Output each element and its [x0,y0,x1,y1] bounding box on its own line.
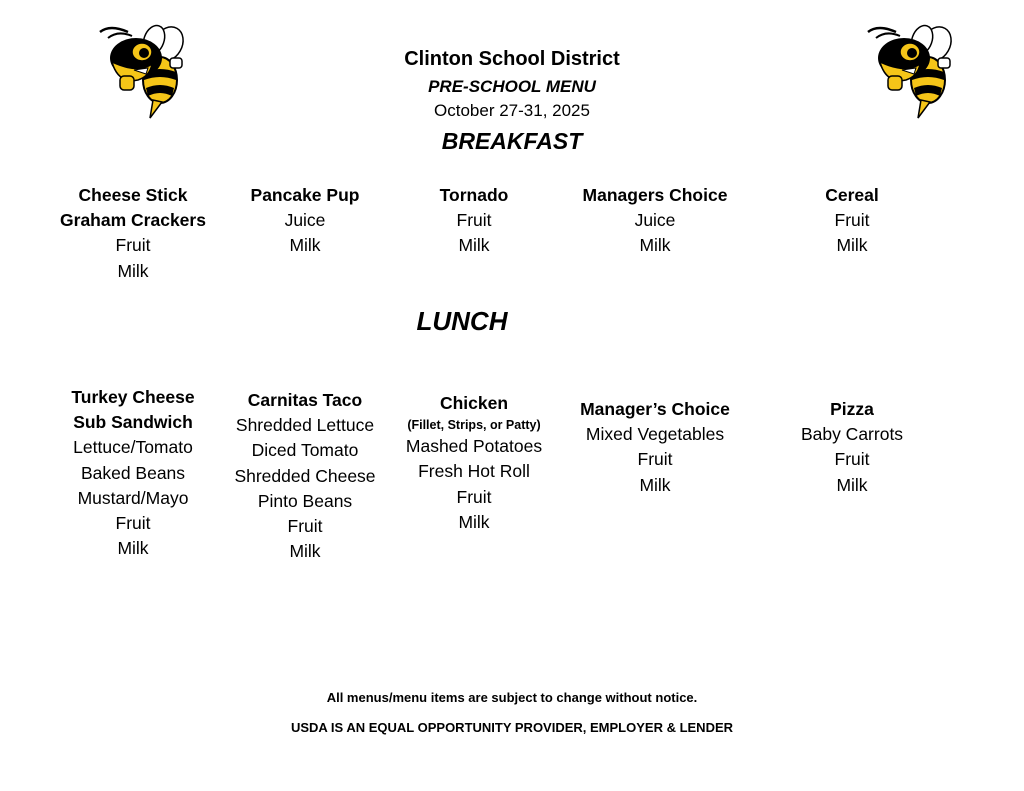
menu-main-item: Turkey Cheese [71,387,195,407]
menu-main-item: Managers Choice [582,185,728,205]
menu-side-item: Fruit [287,516,323,537]
menu-main-item: Carnitas Taco [247,390,363,410]
menu-side-item: Milk [639,474,671,495]
lunch-heading: LUNCH [416,306,508,336]
menu-side-item: Fruit [834,449,870,470]
menu-main-item: Pancake Pup [250,185,360,205]
menu-side-item: Juice [284,210,326,231]
menu-side-item: Shredded Cheese [234,465,376,486]
menu-side-item: Milk [836,474,868,495]
menu-main-item: Chicken [439,393,509,413]
menu-side-item: Milk [458,235,490,256]
menu-side-item: Shredded Lettuce [235,415,375,436]
lunch-day-1 [33,385,233,561]
usda-statement: USDA IS AN EQUAL OPPORTUNITY PROVIDER, EMPLOYER & LENDER [290,720,734,735]
menu-side-item: Fruit [115,513,151,534]
lunch-day-3 [374,391,574,535]
menu-side-item: Milk [458,511,490,532]
menu-dates: October 27-31, 2025 [434,101,590,120]
change-disclaimer: All menus/menu items are subject to change without notice. [326,690,698,705]
menu-side-item: Milk [289,541,321,562]
lunch-day-5 [752,397,952,498]
menu-side-item: Pinto Beans [257,490,353,511]
menu-main-item: Pizza [830,399,874,419]
menu-main-item: Graham Crackers [60,210,206,231]
menu-side-item: Fruit [115,235,151,256]
menu-side-item: Diced Tomato [251,440,359,461]
lunch-day-4 [555,397,755,498]
menu-side-item: Fruit [456,210,492,231]
menu-title: PRE-SCHOOL MENU [428,77,596,96]
menu-side-item: Milk [289,235,321,256]
menu-side-item: Mustard/Mayo [77,487,189,508]
breakfast-day-5 [752,183,952,259]
menu-side-item: Milk [639,235,671,256]
district-title: Clinton School District [404,48,620,70]
menu-side-item: Baby Carrots [800,424,904,445]
menu-side-item: Juice [634,210,676,231]
menu-main-item: Manager’s Choice [580,399,730,419]
menu-side-item: Fruit [637,449,673,470]
menu-main-item: Cheese Stick [78,185,188,205]
breakfast-day-4 [555,183,755,259]
menu-main-item: Tornado [439,185,509,205]
menu-side-item: Mashed Potatoes [405,436,543,457]
breakfast-day-1 [33,183,233,284]
menu-side-item: Fruit [456,486,492,507]
menu-side-item: Baked Beans [80,462,186,483]
menu-side-item: Lettuce/Tomato [73,437,193,458]
menu-side-item: Fresh Hot Roll [418,461,530,482]
menu-side-item: Milk [117,538,149,559]
breakfast-day-3 [374,183,574,259]
menu-side-item: Milk [836,235,868,256]
menu-side-item: Fruit [834,210,870,231]
menu-main-item: Cereal [825,185,879,205]
menu-item-note: (Fillet, Strips, or Patty) [407,418,541,433]
menu-main-item: Sub Sandwich [73,412,193,433]
menu-side-item: Milk [117,260,149,281]
menu-side-item: Mixed Vegetables [585,424,725,445]
breakfast-heading: BREAKFAST [441,128,583,154]
